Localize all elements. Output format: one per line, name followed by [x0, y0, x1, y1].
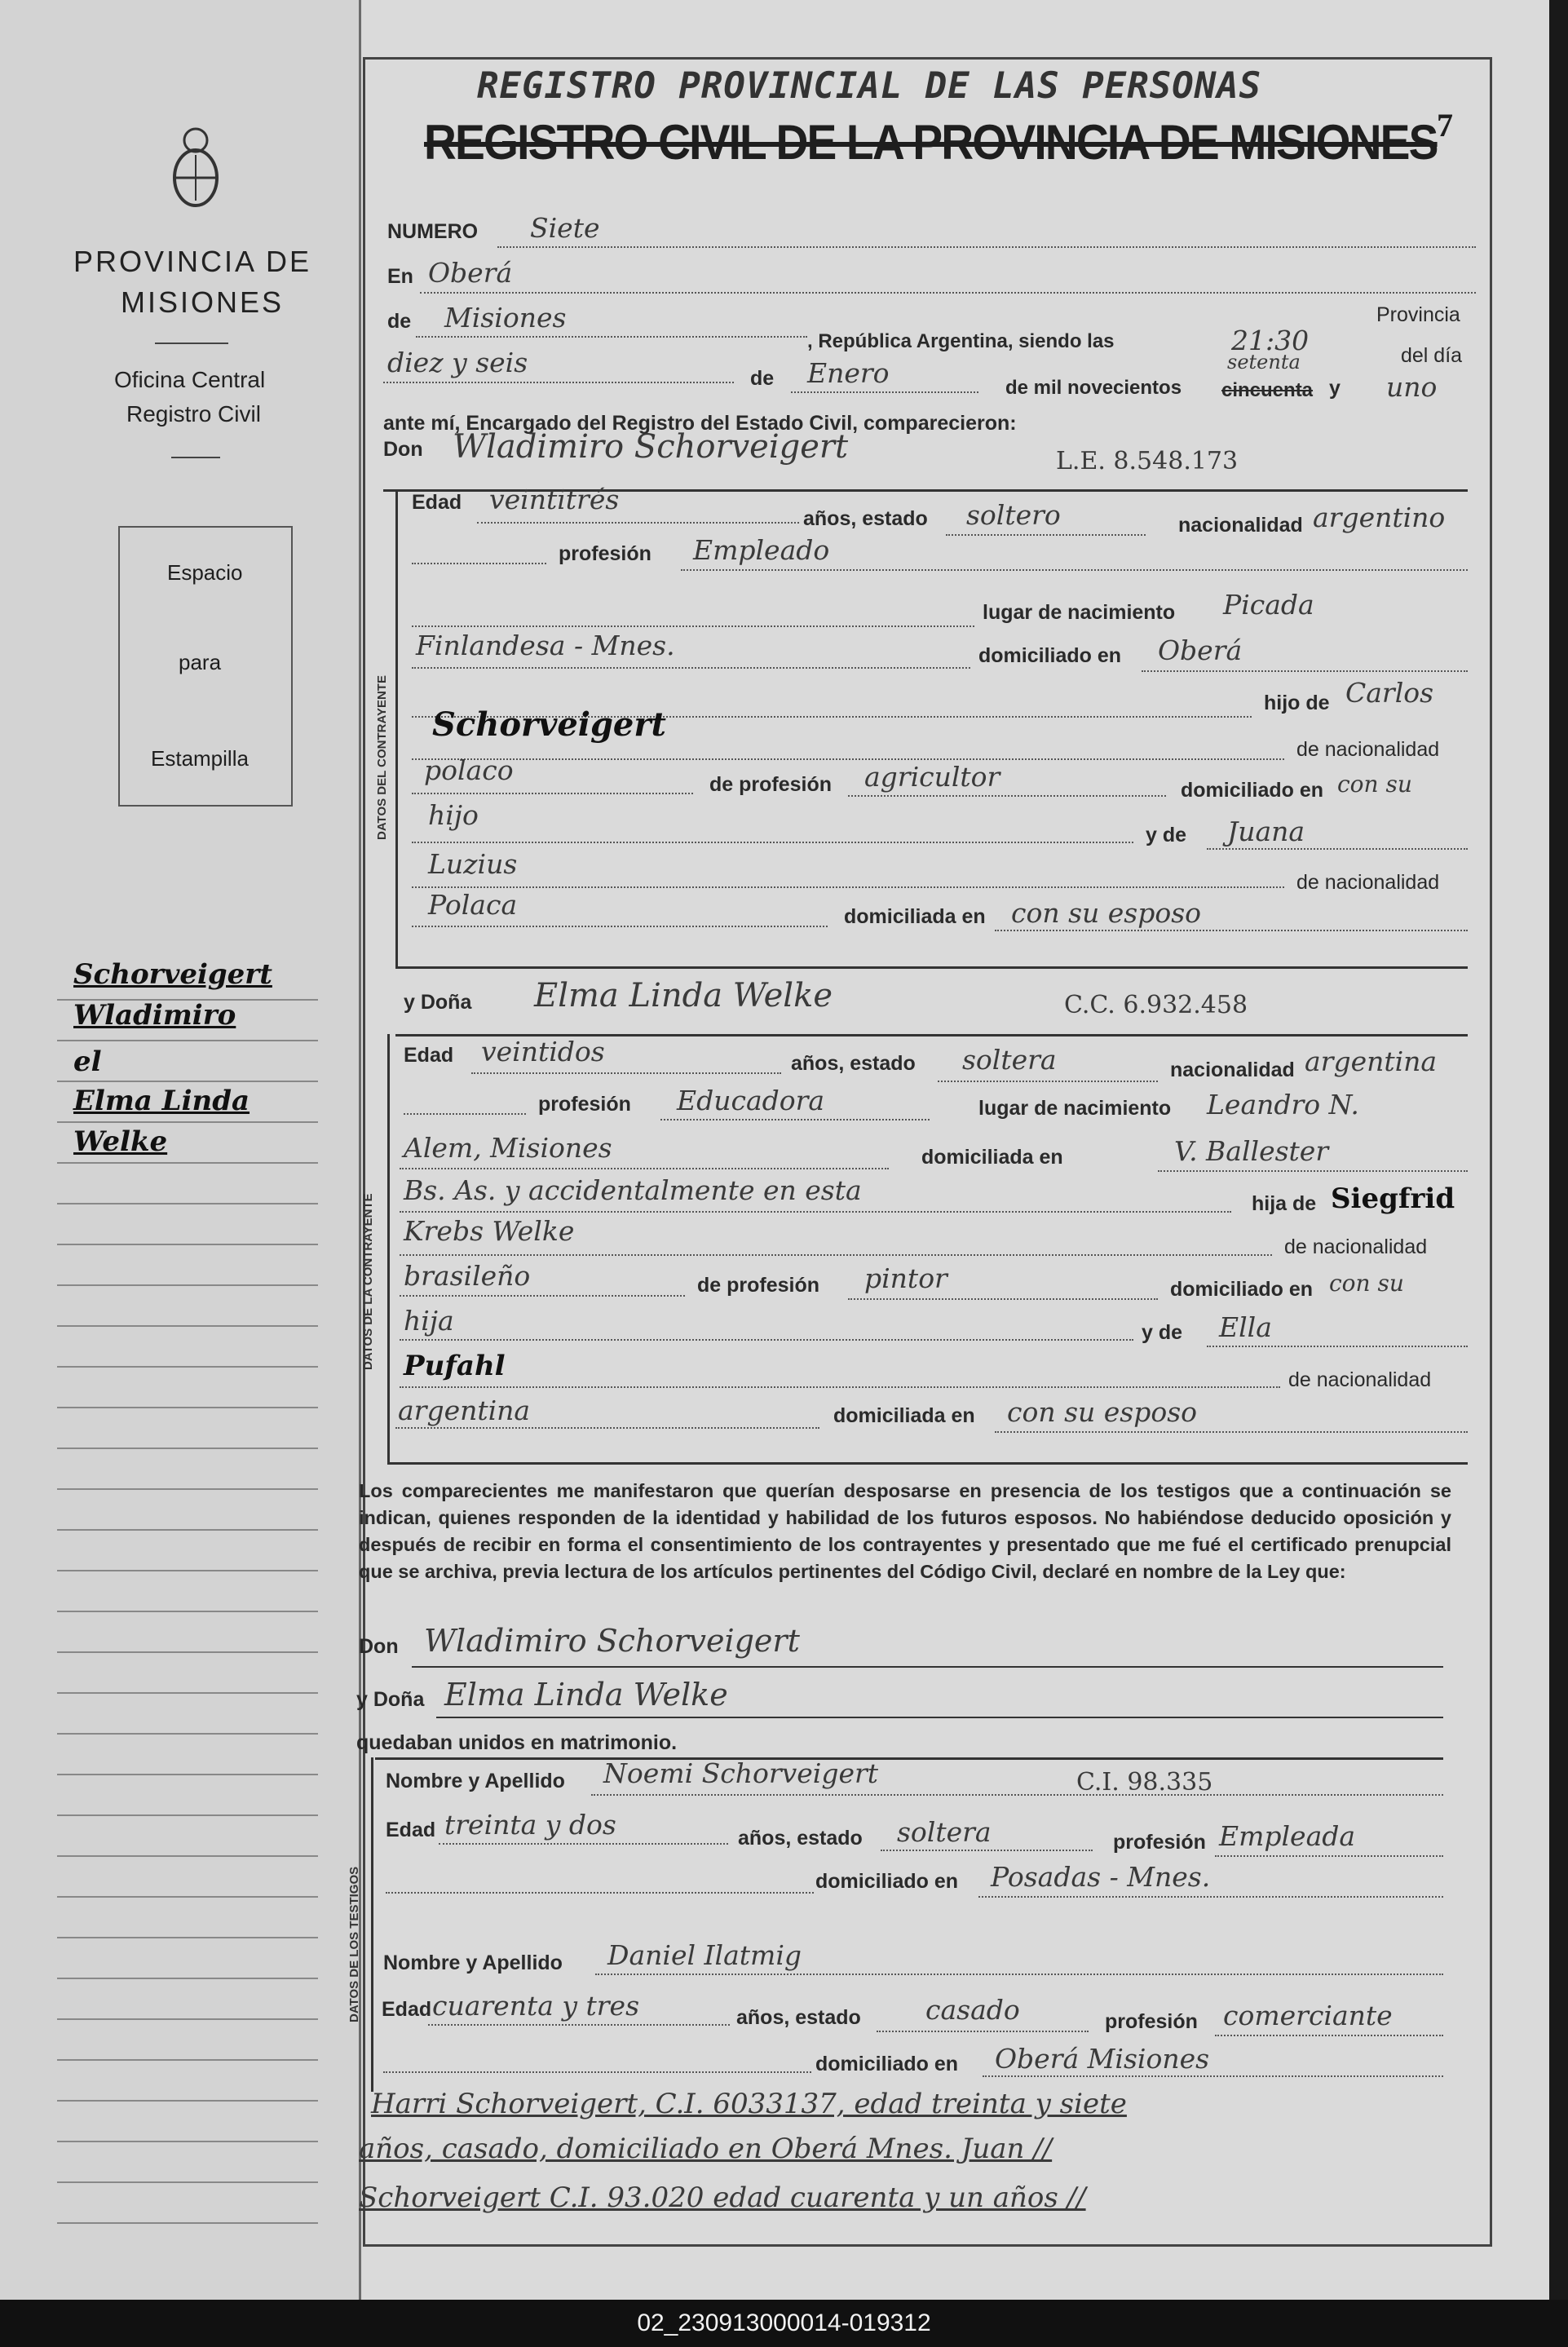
addendum-line1: Harri Schorveigert, C.I. 6033137, edad treinta y siete: [371, 2088, 1127, 2120]
office-divider: [171, 457, 220, 458]
bride-padre-apellido: Krebs Welke: [404, 1215, 575, 1247]
bride-estado: soltera: [962, 1044, 1057, 1076]
anio-over: setenta: [1227, 351, 1301, 373]
decl-dona-name: Elma Linda Welke: [444, 1677, 728, 1713]
bride-madre-apellido: Pufahl: [404, 1350, 506, 1382]
w1-domicilio: Posadas - Mnes.: [991, 1861, 1211, 1893]
hora-value: 21:30: [1231, 325, 1310, 356]
anio-unit: uno: [1386, 371, 1438, 403]
w2-domicilio: Oberá Misiones: [995, 2043, 1210, 2075]
bride-y-de-label: y de: [1142, 1321, 1183, 1344]
bride-padre-prof-label: de profesión: [697, 1274, 820, 1297]
margin-note-line4: Elma Linda: [73, 1085, 250, 1117]
printed-registry-title: REGISTRO CIVIL DE LA PROVINCIA DE MISIONES: [424, 115, 1438, 170]
stamp-box-label-2: para: [179, 650, 222, 674]
bride-edad-label: Edad: [404, 1044, 454, 1067]
groom-edad-label: Edad: [412, 491, 462, 514]
en-label: En: [387, 265, 413, 288]
w1-nombre-label: Nombre y Apellido: [386, 1770, 565, 1792]
bride-section-label: DATOS DE LA CONTRAYENTE: [361, 1193, 375, 1370]
bride-madre-dom-label: domiciliada en: [833, 1404, 975, 1427]
w2-edad-label: Edad: [382, 1998, 432, 2021]
bride-edad: veintidos: [481, 1036, 605, 1067]
bride-domicilio: V. Ballester: [1174, 1135, 1329, 1167]
w1-edad-label: Edad: [386, 1819, 436, 1841]
w2-estado: casado: [925, 1994, 1020, 2026]
addendum-line2: años, casado, domiciliado en Oberá Mnes. Juan //: [359, 2133, 1053, 2165]
left-margin-page: [0, 0, 361, 2300]
groom-padre-apellido: Schorveigert: [432, 705, 666, 744]
w1-domicilio-label: domiciliado en: [815, 1870, 959, 1893]
de-value: Misiones: [444, 302, 567, 334]
stamp-box-label-3: Estampilla: [151, 746, 249, 771]
republica-label: , República Argentina, siendo las: [807, 330, 1115, 352]
stamp-box-label-1: Espacio: [167, 560, 243, 585]
w1-anios-label: años, estado: [738, 1827, 863, 1850]
dia-value: diez y seis: [387, 347, 528, 378]
witnesses-section-label: DATOS DE LOS TESTIGOS: [347, 1866, 361, 2022]
groom-lugar-label: lugar de nacimiento: [983, 601, 1176, 624]
bride-padre-domicilio: con su: [1329, 1270, 1404, 1297]
bride-lugar-label: lugar de nacimiento: [978, 1097, 1172, 1120]
w2-anios-label: años, estado: [736, 2006, 861, 2029]
groom-padre-dom-label: domiciliado en: [1181, 779, 1324, 802]
groom-nacionalidad: argentino: [1313, 502, 1446, 533]
addendum-line3: Schorveigert C.I. 93.020 edad cuarenta y un años //: [359, 2181, 1086, 2214]
groom-padre-nacionalidad: polaco: [424, 754, 514, 786]
bride-name: Elma Linda Welke: [534, 977, 833, 1014]
bride-madre-nac-label: de nacionalidad: [1288, 1368, 1432, 1391]
de-label: de: [387, 310, 412, 333]
bride-anios-label: años, estado: [791, 1052, 916, 1075]
w1-estado: soltera: [897, 1816, 992, 1848]
groom-madre-nac-label: de nacionalidad: [1296, 871, 1440, 894]
groom-madre-nacionalidad: Polaca: [428, 889, 518, 921]
w2-domicilio-label: domiciliado en: [815, 2053, 959, 2075]
groom-section-label: DATOS DEL CONTRAYENTE: [375, 675, 389, 840]
bride-domicilio2: Bs. As. y accidentalmente en esta: [404, 1174, 862, 1206]
bride-nacionalidad-label: nacionalidad: [1170, 1059, 1295, 1081]
provincia-label: Provincia: [1376, 303, 1460, 326]
numero-value: Siete: [530, 212, 600, 244]
bride-padre: Siegfrid: [1331, 1182, 1455, 1215]
margin-note-line2: Wladimiro: [73, 999, 236, 1032]
decl-don-name: Wladimiro Schorveigert: [424, 1623, 800, 1659]
groom-lugar: Picada: [1223, 589, 1314, 621]
province-name-line2: MISIONES: [121, 285, 285, 319]
groom-nacionalidad-label: nacionalidad: [1178, 514, 1303, 537]
groom-y-de-label: y de: [1146, 824, 1187, 846]
groom-name: Wladimiro Schorveigert: [453, 428, 849, 466]
margin-note-line5: Welke: [73, 1125, 168, 1158]
groom-madre-dom-label: domiciliada en: [844, 905, 986, 928]
bride-domicilio-label: domiciliada en: [921, 1146, 1063, 1169]
w1-profesion-label: profesión: [1113, 1831, 1206, 1854]
groom-padre: Carlos: [1345, 677, 1434, 709]
groom-madre-domicilio: con su esposo: [1011, 897, 1202, 929]
w1-nombre: Noemi Schorveigert: [603, 1757, 879, 1789]
w1-edad: treinta y dos: [444, 1809, 616, 1841]
header-divider: [155, 343, 228, 344]
office-name-line2: Registro Civil: [126, 401, 261, 427]
numero-label: NUMERO: [387, 220, 479, 243]
coat-of-arms-emblem: [167, 122, 224, 212]
bride-padre-nacionalidad: brasileño: [404, 1260, 531, 1292]
mes-value: Enero: [807, 357, 890, 389]
bride-lugar: Leandro N.: [1207, 1089, 1359, 1120]
bride-profesion-label: profesión: [538, 1093, 631, 1116]
groom-profesion: Empleado: [693, 534, 830, 566]
office-name-line1: Oficina Central: [114, 367, 266, 392]
w2-profesion-label: profesión: [1105, 2010, 1198, 2033]
groom-madre: Juana: [1227, 815, 1305, 847]
groom-hijo-label: hijo de: [1264, 692, 1330, 714]
bride-padre-dom-label: domiciliado en: [1170, 1278, 1314, 1301]
decl-don-label: Don: [359, 1635, 399, 1658]
groom-padre-domicilio: con su: [1337, 771, 1412, 798]
groom-lugar2: Finlandesa - Mnes.: [416, 630, 675, 661]
decl-closing: quedaban unidos en matrimonio.: [356, 1731, 678, 1754]
file-id-caption: 02_230913000014-019312: [0, 2300, 1568, 2347]
en-value: Oberá: [428, 257, 513, 289]
declaration-text: Los comparecientes me manifestaron que querían desposarse en presencia de los testigos que a continuación se indican, quienes responden de la identidad y habilidad de los futuros esposos. No habiéndose deducido oposición y después de recibir en forma el consentimiento de los contrayentes y presentado que me fué el certificado prenupcial que se archiva, previa lectura de los artículos pertinentes del Código Civil, declaré en nombre de la Ley que:: [359, 1480, 1451, 1582]
groom-madre-apellido: Luzius: [428, 848, 518, 880]
bride-padre-profesion: pintor: [864, 1262, 947, 1294]
margin-note-line1: Schorveigert: [73, 958, 272, 991]
w2-profesion: comerciante: [1223, 2000, 1393, 2031]
w2-nombre-label: Nombre y Apellido: [383, 1951, 563, 1974]
groom-padre-nac-label: de nacionalidad: [1296, 738, 1440, 761]
stamp-box: [118, 526, 293, 807]
stamp-overprint: REGISTRO PROVINCIAL DE LAS PERSONAS: [477, 65, 1262, 107]
intro-text: ante mí, Encargado del Registro del Estado Civil, comparecieron:: [383, 412, 1017, 435]
groom-domicilio: Oberá: [1158, 634, 1243, 666]
bride-lugar2: Alem, Misiones: [404, 1132, 612, 1164]
groom-document: L.E. 8.548.173: [1056, 447, 1239, 475]
bride-nacionalidad: argentina: [1305, 1045, 1438, 1077]
groom-anios-label: años, estado: [803, 507, 928, 530]
groom-edad: veintitrés: [489, 484, 620, 515]
bride-madre-nacionalidad: argentina: [398, 1394, 531, 1426]
w2-nombre: Daniel Ilatmig: [607, 1939, 802, 1971]
bride-madre-domicilio: con su esposo: [1007, 1396, 1198, 1428]
groom-padre-profesion: agricultor: [864, 761, 1000, 793]
del-dia-label: del día: [1401, 344, 1463, 367]
anio-label: de mil novecientos: [1005, 377, 1182, 399]
groom-profesion-label: profesión: [559, 542, 651, 565]
groom-padre-domicilio2: hijo: [428, 799, 479, 831]
anio-struck: cincuenta: [1221, 379, 1314, 401]
decl-dona-label: y Doña: [356, 1688, 425, 1711]
bride-padre-domicilio2: hija: [404, 1305, 454, 1337]
bride-madre: Ella: [1219, 1311, 1272, 1343]
bride-dona-label: y Doña: [404, 991, 472, 1014]
de2-label: de: [750, 367, 775, 390]
groom-domicilio-label: domiciliado en: [978, 644, 1122, 667]
anio-y-label: y: [1329, 377, 1341, 400]
groom-padre-prof-label: de profesión: [709, 773, 833, 796]
bride-profesion: Educadora: [677, 1085, 825, 1116]
bride-hija-label: hija de: [1252, 1192, 1317, 1215]
w1-documento: C.I. 98.335: [1076, 1768, 1213, 1797]
groom-estado: soltero: [966, 499, 1061, 531]
w1-profesion: Empleada: [1219, 1820, 1356, 1852]
margin-note-line3: el: [73, 1045, 102, 1078]
bride-padre-nac-label: de nacionalidad: [1284, 1235, 1428, 1258]
bride-document: C.C. 6.932.458: [1064, 991, 1248, 1019]
province-name-line1: PROVINCIA DE: [73, 245, 312, 278]
groom-don-label: Don: [383, 438, 423, 461]
w2-edad: cuarenta y tres: [432, 1990, 640, 2022]
page-number: 7: [1437, 107, 1453, 144]
